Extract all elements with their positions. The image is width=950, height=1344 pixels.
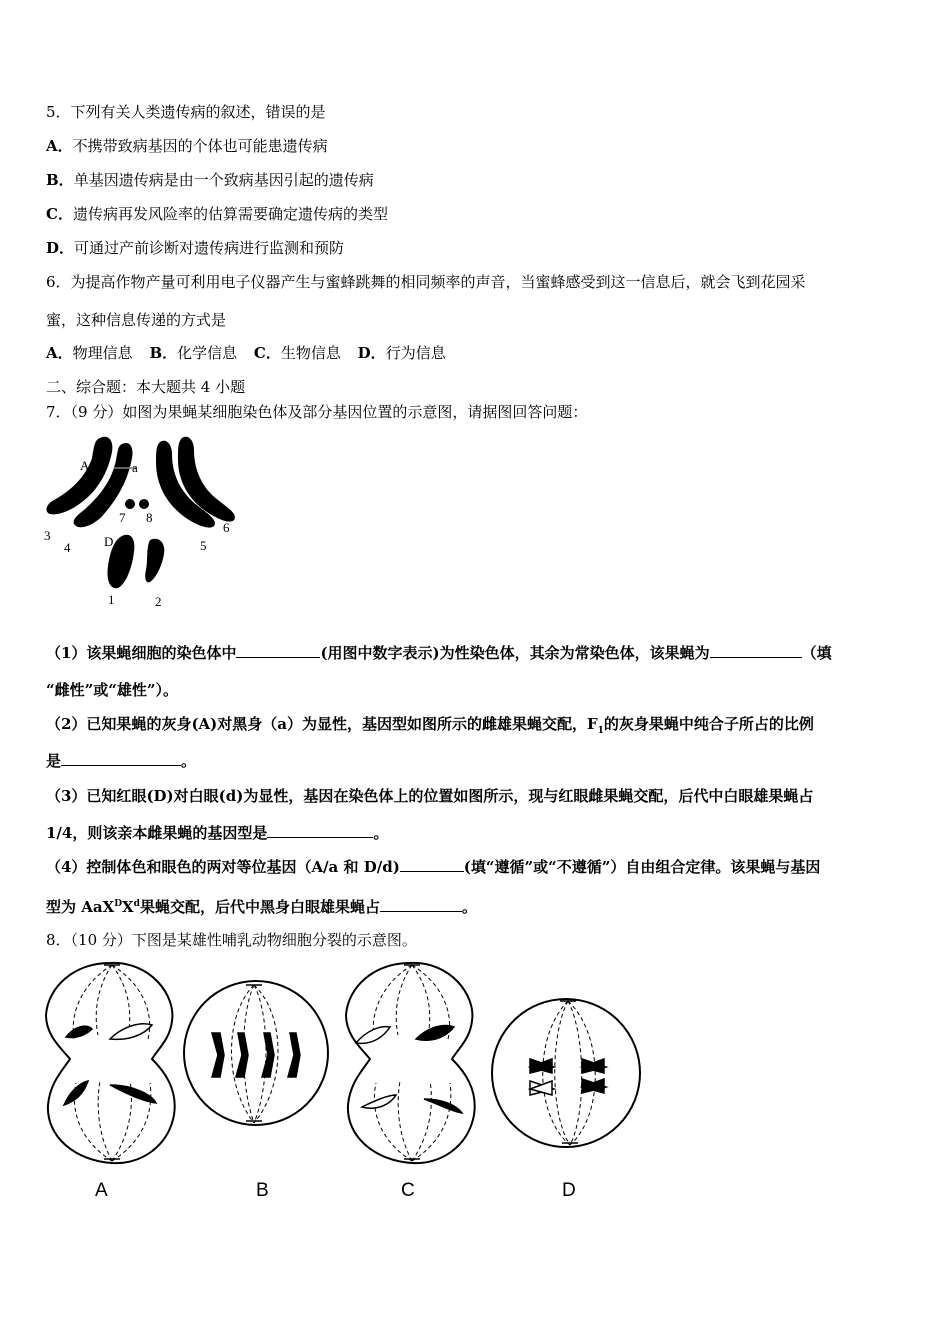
q6-option-d[interactable] xyxy=(358,344,446,362)
chromosome-label-6: 6 xyxy=(223,520,230,535)
section-heading: 二、综合题：本大题共 4 小题 xyxy=(46,378,246,396)
option-label: C． xyxy=(46,205,73,223)
q7-p3-text-b: 。 xyxy=(373,824,389,842)
q7-p2-text-a: （2）已知果蝇的灰身(A)对黑身（a）为显性，基因型如图所示的雌雄果蝇交配，F xyxy=(46,715,598,733)
q6-option-a[interactable] xyxy=(46,344,133,362)
q7-p4-text-e: 果蝇交配，后代中黑身白眼雄果蝇占 xyxy=(139,898,380,916)
q6-option-b[interactable] xyxy=(149,344,237,362)
q7-p1-text-b: (用图中数字表示)为性染色体，其余为常染色体，该果蝇为 xyxy=(320,644,710,662)
chromosome-figure xyxy=(42,430,242,612)
caption-B: B xyxy=(256,1180,269,1201)
q5-option-d[interactable] xyxy=(46,238,344,258)
answer-blank[interactable] xyxy=(236,643,320,658)
q7-p2-text-c: 是 xyxy=(46,752,62,770)
q6-option-c[interactable] xyxy=(254,344,341,362)
gene-label-a: a xyxy=(132,460,138,475)
option-text: 遗传病再发风险率的估算需要确定遗传病的类型 xyxy=(72,205,388,223)
q7-part1-line1 xyxy=(46,643,832,663)
q5-option-c[interactable] xyxy=(46,204,388,224)
answer-blank[interactable] xyxy=(710,643,802,658)
q5-stem: 5．下列有关人类遗传病的叙述，错误的是 xyxy=(46,103,326,121)
answer-blank[interactable] xyxy=(267,823,373,838)
caption-D: D xyxy=(562,1180,576,1201)
q7-part4-line1 xyxy=(46,857,820,877)
option-label: D． xyxy=(357,344,386,362)
option-label: D． xyxy=(46,239,75,257)
chromosome-label-2: 2 xyxy=(155,594,162,609)
q7-p4-text-a: （4）控制体色和眼色的两对等位基因（A/a 和 D/d) xyxy=(46,858,400,876)
subscript: 1 xyxy=(597,726,604,736)
option-text: 可通过产前诊断对遗传病进行监测和预防 xyxy=(74,239,345,257)
superscript: d xyxy=(133,899,140,909)
q5-option-b[interactable] xyxy=(46,170,374,190)
q7-p4-text-d: X xyxy=(122,898,134,916)
q6-stem-line2: 蜜，这种信息传递的方式是 xyxy=(46,311,227,329)
chromosome-label-4: 4 xyxy=(64,540,71,555)
q7-stem: 7．（9 分）如图为果蝇某细胞染色体及部分基因位置的示意图，请据图回答问题： xyxy=(46,403,588,421)
q7-p2-text-b: 的灰身果蝇中纯合子所占的比例 xyxy=(603,715,814,733)
gene-label-A: A xyxy=(80,458,90,473)
caption-A: A xyxy=(95,1180,108,1201)
answer-blank[interactable] xyxy=(380,897,462,912)
chromosome-label-5: 5 xyxy=(200,538,207,553)
option-text: 生物信息 xyxy=(280,344,341,362)
q6-stem-line1: 6．为提高作物产量可利用电子仪器产生与蜜蜂跳舞的相同频率的声音，当蜜蜂感受到这一信息后，就会飞到花园采 xyxy=(46,273,806,291)
option-text: 行为信息 xyxy=(385,344,446,362)
q6-options xyxy=(46,343,446,363)
cell-C-outline xyxy=(346,963,475,1163)
q7-part2-line1 xyxy=(46,714,814,741)
option-text: 物理信息 xyxy=(72,344,133,362)
q7-p4-text-f: 。 xyxy=(461,898,477,916)
q7-part3-line2 xyxy=(46,823,388,843)
option-text: 单基因遗传病是由一个致病基因引起的遗传病 xyxy=(73,171,374,189)
q7-p1-text-c: （填 xyxy=(801,644,832,662)
option-label: A． xyxy=(46,137,73,155)
option-label: C． xyxy=(253,344,281,362)
cell-D-outline xyxy=(492,999,640,1147)
cell-division-figure xyxy=(40,955,650,1170)
q7-part3-line1: （3）已知红眼(D)对白眼(d)为显性，基因在染色体上的位置如图所示，现与红眼雌果蝇交配，后代中白眼雄果蝇占 xyxy=(46,787,814,805)
q7-p2-text-d: 。 xyxy=(181,752,197,770)
option-text: 化学信息 xyxy=(177,344,238,362)
q7-part1-line2: “雌性”或“雄性”）。 xyxy=(46,681,179,699)
answer-blank[interactable] xyxy=(61,751,181,766)
option-label: B． xyxy=(149,344,178,362)
q7-part2-line2 xyxy=(46,751,196,771)
q7-p1-text-a: （1）该果蝇细胞的染色体中 xyxy=(46,644,237,662)
chromosome-label-1: 1 xyxy=(108,592,115,607)
chromosome-label-3: 3 xyxy=(44,528,51,543)
q7-p4-text-c: 型为 AaX xyxy=(46,898,115,916)
chromosome-label-8: 8 xyxy=(146,510,153,525)
cell-A-outline xyxy=(46,963,175,1163)
chromosome-label-7: 7 xyxy=(119,510,126,525)
q8-stem: 8．（10 分）下图是某雄性哺乳动物细胞分裂的示意图。 xyxy=(46,931,417,949)
gene-label-D: D xyxy=(104,534,114,549)
cell-B-outline xyxy=(184,981,328,1125)
answer-blank[interactable] xyxy=(400,857,464,872)
q7-part4-line2 xyxy=(46,894,477,917)
option-label: B． xyxy=(46,171,74,189)
caption-C: C xyxy=(401,1180,415,1201)
superscript: D xyxy=(114,899,123,909)
option-text: 不携带致病基因的个体也可能患遗传病 xyxy=(72,137,328,155)
q5-option-a[interactable] xyxy=(46,136,328,156)
q7-p3-text-a: 1/4，则该亲本雌果蝇的基因型是 xyxy=(46,824,268,842)
q7-p4-text-b: (填“遵循”或“不遵循”）自由组合定律。该果蝇与基因 xyxy=(463,858,821,876)
option-label: A． xyxy=(46,344,73,362)
